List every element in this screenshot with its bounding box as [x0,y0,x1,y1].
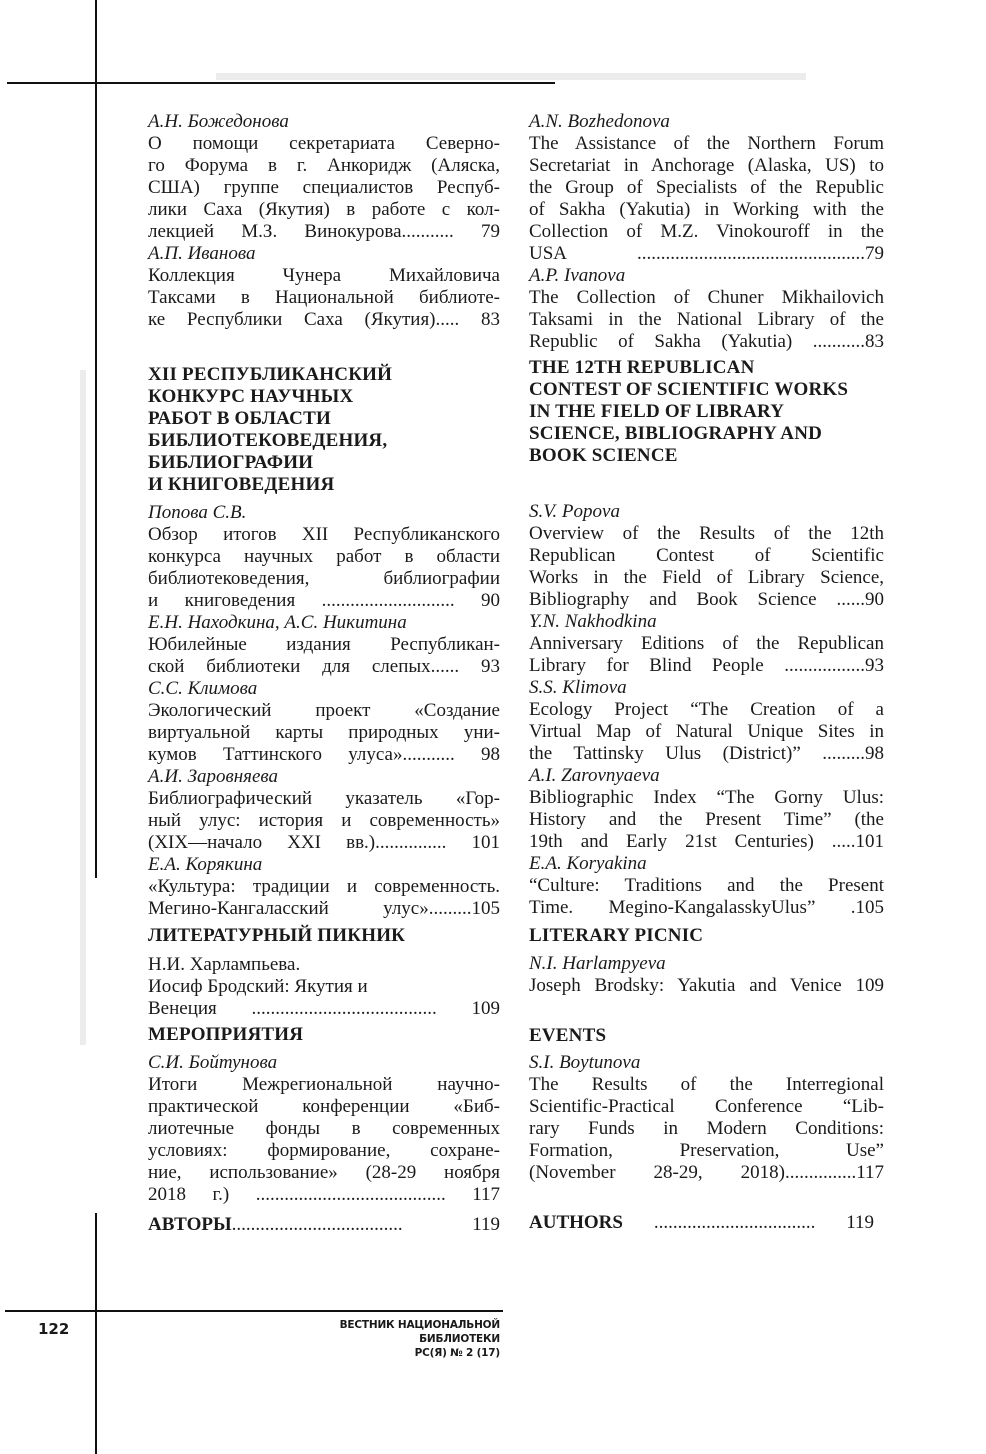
section-heading [148,925,500,947]
toc-entry [529,765,884,853]
entry-title-line: лики Саха (Якутия) в работе с кол- [148,199,500,220]
entry-author: E.A. Koryakina [529,853,647,874]
entry-title-line: “Culture: Traditions and the Present [529,875,884,896]
heading-line: EVENTS [529,1025,607,1046]
entry-title-line: ние, использование» (28-29 ноября [148,1162,500,1183]
entry-title-line: практической конференции «Биб- [148,1096,500,1117]
journal-title-line: РС(Я) № 2 (17) [414,1347,500,1359]
entry-author: Попова С.В. [148,502,247,523]
entry-title-line: The Results of the Interregional [529,1074,884,1095]
entry-author: S.I. Boytunova [529,1052,641,1073]
toc-entry [529,111,884,265]
toc-entry [148,111,500,243]
entry-title-line: США) группе специалистов Респуб- [148,177,500,198]
toc-entry [148,612,500,678]
entry-title-line: Bibliography and Book Science ......90 [529,589,884,610]
entry-title-line: (XIX—начало XXI вв.)............... 101 [148,832,500,853]
heading-line: BOOK SCIENCE [529,445,678,466]
heading-line: БИБЛИОГРАФИИ [148,452,314,473]
entry-title-line: кумов Таттинского улуса»........... 98 [148,744,500,765]
entry-author: N.I. Harlampyeva [529,953,666,974]
footer-rule [5,1310,503,1312]
authors-label: AUTHORS [529,1212,623,1233]
entry-title-line: Иосиф Бродский: Якутия и [148,976,368,997]
crop-mark-vertical-bottom [95,1213,97,1454]
toc-entry [148,502,500,612]
entry-title-line: «Культура: традиции и современность. [148,876,500,897]
toc-entry [529,853,884,919]
entry-title-line: го Форума в г. Анкоридж (Аляска, [148,155,500,176]
entry-title-line: Overview of the Results of the 12th [529,523,884,544]
entry-title-line: Коллекция Чунера Михайловича [148,265,500,286]
entry-title-line: Ecology Project “The Creation of a [529,699,884,720]
entry-title-line: USA ................................................79 [529,243,884,264]
entry-author: А.И. Заровняева [148,766,279,787]
entry-title-line: (November 28-29, 2018)...............117 [529,1162,884,1183]
entry-title-line: Virtual Map of Natural Unique Sites in [529,721,884,742]
heading-line: КОНКУРС НАУЧНЫХ [148,386,354,407]
entry-title-line: конкурса научных работ в области [148,546,500,567]
entry-title-line: ке Республики Саха (Якутия)..... 83 [148,309,500,330]
entry-title-line: Экологический проект «Создание [148,700,500,721]
entry-title-line: Scientific-Practical Conference “Lib- [529,1096,884,1117]
entry-title-line: Мегино-Кангаласский улус».........105 [148,898,500,919]
entry-title-line: of Sakha (Yakutia) in Working with the [529,199,884,220]
entry-title-line: Библиографический указатель «Гор- [148,788,500,809]
entry-title-line: условиях: формирование, сохране- [148,1140,500,1161]
entry-title-line: Secretariat in Anchorage (Alaska, US) to [529,155,884,176]
entry-title-line: О помощи секретариата Северно- [148,133,500,154]
entry-title-line: Works in the Field of Library Science, [529,567,884,588]
journal-title-line: ВЕСТНИК НАЦИОНАЛЬНОЙ [339,1319,500,1331]
journal-title [340,1318,500,1360]
entry-author: S.V. Popova [529,501,620,522]
entry-title-line: rary Funds in Modern Conditions: [529,1118,884,1139]
entry-author: S.S. Klimova [529,677,627,698]
toc-entry [148,766,500,854]
entry-author: A.P. Ivanova [529,265,626,286]
section-heading [529,357,884,467]
entry-title-line: Formation, Preservation, Use” [529,1140,884,1161]
heading-line: LITERARY PICNIC [529,925,704,946]
entry-author: А.Н. Божедонова [148,111,289,132]
heading-line: РАБОТ В ОБЛАСТИ [148,408,331,429]
toc-entry [529,953,884,997]
entry-title-line: Обзор итогов XII Республиканского [148,524,500,545]
entry-title-line: the Tattinsky Ulus (District)” .........98 [529,743,884,764]
entry-title-line: Венеция ....................................... 109 [148,998,500,1019]
toc-entry [148,854,500,920]
entry-title-line: Н.И. Харлампьева. [148,954,301,975]
entry-title-line: и книговедения ............................ 90 [148,590,500,611]
side-gray-bar [80,370,86,1045]
toc-entry [529,265,884,353]
toc-entry [529,501,884,611]
section-heading [529,1025,884,1047]
authors-page: .................................. 119 [622,1212,874,1233]
heading-line: БИБЛИОТЕКОВЕДЕНИЯ, [148,430,388,451]
entry-title-line: Republican Contest of Scientific [529,545,884,566]
entry-title-line: лекцией М.З. Винокурова........... 79 [148,221,500,242]
section-heading [148,364,500,496]
entry-title-line: History and the Present Time” (the [529,809,884,830]
entry-title-line: Итоги Межрегиональной научно- [148,1074,500,1095]
heading-line: XII РЕСПУБЛИКАНСКИЙ [148,364,393,385]
entry-title-line: Republic of Sakha (Yakutia) ...........83 [529,331,884,352]
heading-line: IN THE FIELD OF LIBRARY [529,401,785,422]
entry-title-line: Joseph Brodsky: Yakutia and Venice 109 [529,975,884,996]
page-number: 122 [38,1320,70,1338]
toc-entry [148,954,500,1020]
entry-title-line: лиотечные фонды в современных [148,1118,500,1139]
entry-author: A.N. Bozhedonova [529,111,670,132]
authors-entry [148,1214,500,1236]
entry-title-line: Anniversary Editions of the Republican [529,633,884,654]
toc-entry [529,1052,884,1184]
entry-title-line: виртуальной карты природных уни- [148,722,500,743]
heading-line: SCIENCE, BIBLIOGRAPHY AND [529,423,823,444]
toc-entry [529,677,884,765]
section-heading [529,925,884,947]
entry-title-line: The Collection of Chuner Mikhailovich [529,287,884,308]
entry-author: С.С. Климова [148,678,258,699]
entry-title-line: Таксами в Национальной библиоте- [148,287,500,308]
entry-title-line: Taksami in the National Library of the [529,309,884,330]
entry-author: Y.N. Nakhodkina [529,611,657,632]
heading-line: ЛИТЕРАТУРНЫЙ ПИКНИК [148,925,406,946]
heading-line: МЕРОПРИЯТИЯ [148,1024,304,1045]
toc-entry [148,1052,500,1206]
heading-line: THE 12TH REPUBLICAN [529,357,755,378]
entry-title-line: Collection of M.Z. Vinokouroff in the [529,221,884,242]
entry-author: Е.Н. Находкина, А.С. Никитина [148,612,407,633]
entry-title-line: библиотековедения, библиографии [148,568,500,589]
section-heading [148,1024,500,1046]
entry-author: С.И. Бойтунова [148,1052,278,1073]
entry-title-line: The Assistance of the Northern Forum [529,133,884,154]
entry-title-line: Library for Blind People .................93 [529,655,884,676]
entry-title-line: ный улус: история и современность» [148,810,500,831]
toc-entry [529,611,884,677]
entry-title-line: Time. Megino-KangalasskyUlus” .105 [529,897,884,918]
crop-mark-vertical-top [95,0,97,878]
entry-title-line: 2018 г.) ........................................ 117 [148,1184,500,1205]
entry-title-line: Bibliographic Index “The Gorny Ulus: [529,787,884,808]
heading-line: И КНИГОВЕДЕНИЯ [148,474,335,495]
entry-author: A.I. Zarovnyaeva [529,765,660,786]
toc-entry [148,243,500,331]
entry-author: А.П. Иванова [148,243,256,264]
heading-line: CONTEST OF SCIENTIFIC WORKS [529,379,849,400]
entry-title-line: 19th and Early 21st Centuries) .....101 [529,831,884,852]
entry-author: Е.А. Корякина [148,854,263,875]
header-rule [7,82,555,84]
toc-entry [148,678,500,766]
authors-label: АВТОРЫ [148,1214,232,1235]
entry-title-line: ской библиотеки для слепых...... 93 [148,656,500,677]
header-gray-bar [216,73,806,80]
journal-title-line: БИБЛИОТЕКИ [419,1333,500,1345]
authors-page: .................................... 119 [231,1214,500,1235]
entry-title-line: Юбилейные издания Республикан- [148,634,500,655]
authors-entry [529,1212,874,1234]
entry-title-line: the Group of Specialists of the Republic [529,177,884,198]
